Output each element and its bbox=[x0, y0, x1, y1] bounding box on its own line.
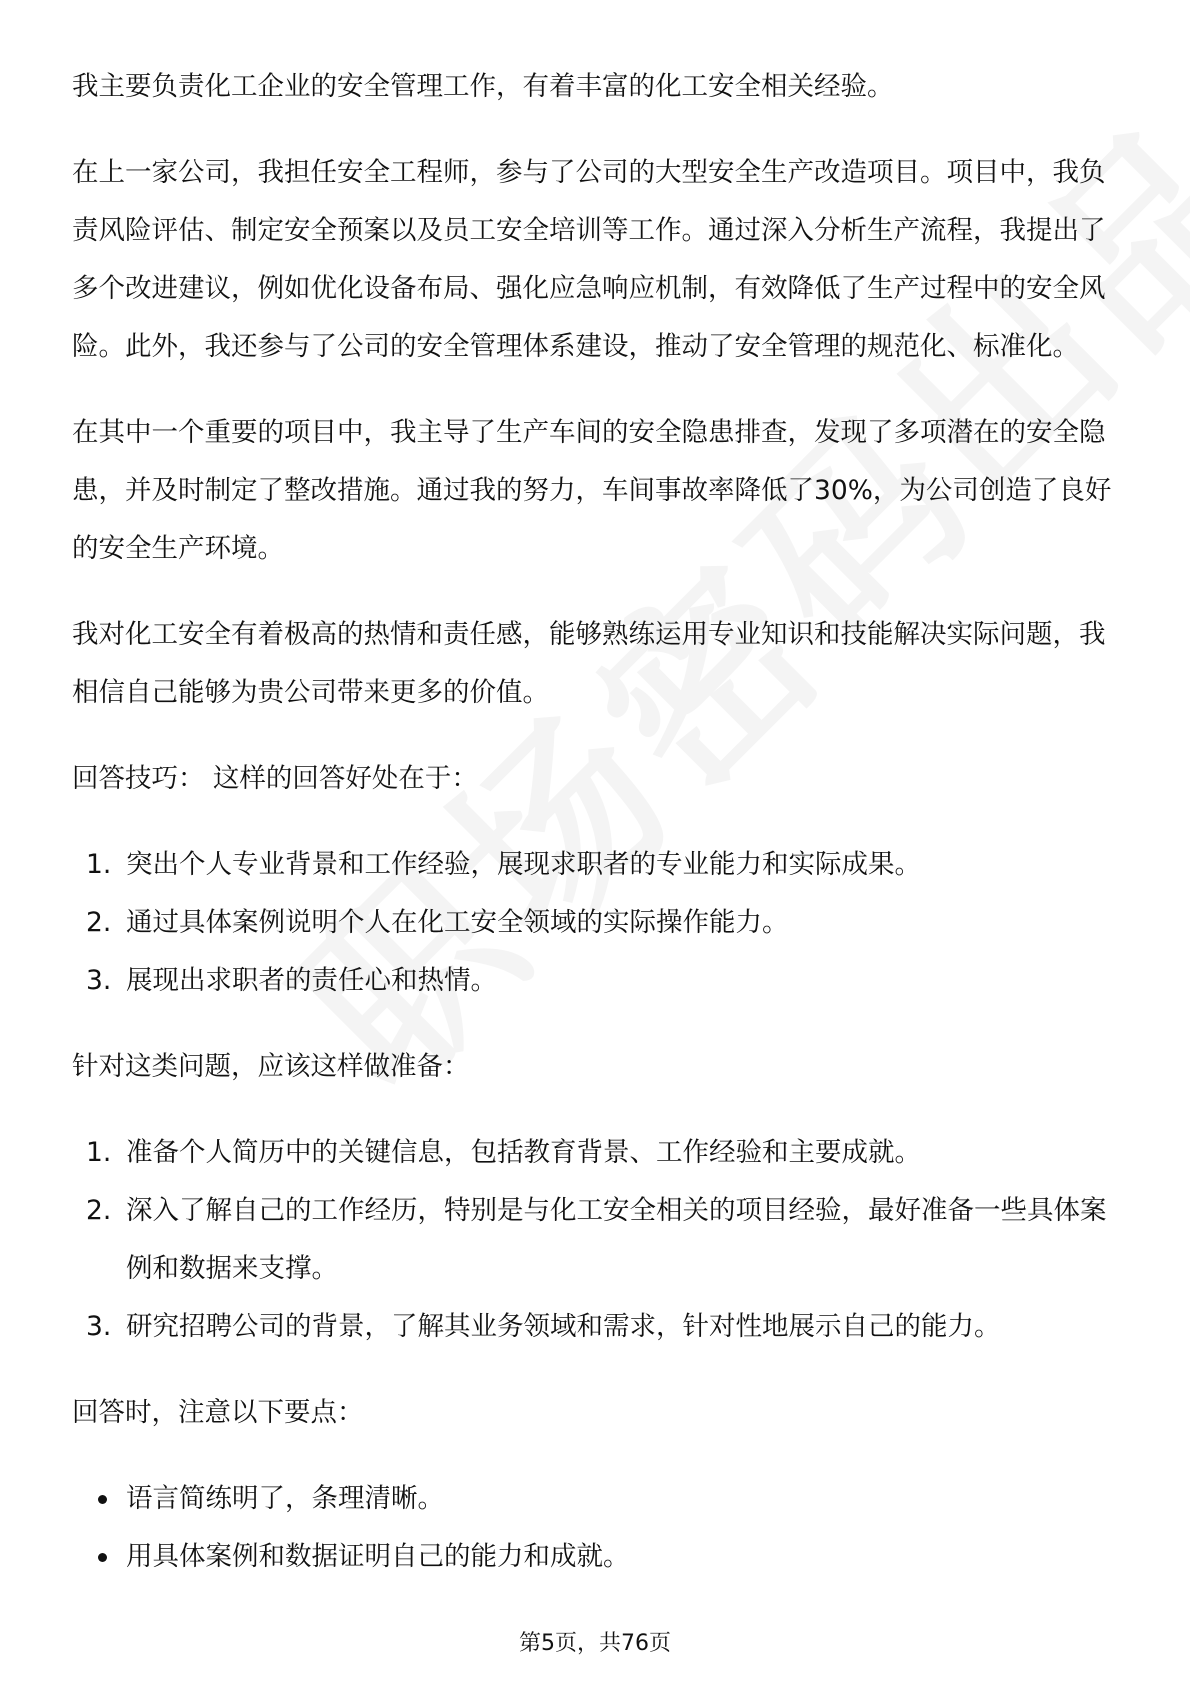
list-item bbox=[72, 1470, 1118, 1528]
paragraph-intro: 我主要负责化工企业的安全管理工作，有着丰富的化工安全相关经验。 bbox=[72, 71, 894, 102]
list-item bbox=[72, 836, 1118, 894]
notes-list bbox=[72, 1470, 1118, 1586]
list-item-text: 突出个人专业背景和工作经验，展现求职者的专业能力和实际成果。 bbox=[126, 849, 921, 880]
list-item bbox=[72, 1528, 1118, 1586]
notes-heading: 回答时，注意以下要点： bbox=[72, 1397, 364, 1428]
list-item bbox=[72, 952, 1118, 1010]
prepare-list bbox=[72, 1124, 1118, 1356]
list-item-text: 展现出求职者的责任心和热情。 bbox=[126, 965, 497, 996]
list-item-text: 深入了解自己的工作经历，特别是与化工安全相关的项目经验，最好准备一些具体案例和数据来支撑。 bbox=[126, 1195, 1107, 1284]
list-number: 3. bbox=[86, 965, 112, 996]
list-item-text: 通过具体案例说明个人在化工安全领域的实际操作能力。 bbox=[126, 907, 789, 938]
list-item-text: 用具体案例和数据证明自己的能力和成就。 bbox=[126, 1541, 630, 1572]
list-item-text: 研究招聘公司的背景，了解其业务领域和需求，针对性地展示自己的能力。 bbox=[126, 1311, 1001, 1342]
page-number: 第5页，共76页 bbox=[519, 1631, 671, 1656]
tips-list bbox=[72, 836, 1118, 1010]
bullet-icon bbox=[98, 1553, 107, 1562]
prepare-heading: 针对这类问题，应该这样做准备： bbox=[72, 1051, 470, 1082]
list-item-text: 语言简练明了，条理清晰。 bbox=[126, 1483, 444, 1514]
bullet-icon bbox=[98, 1495, 107, 1504]
list-item bbox=[72, 1298, 1118, 1356]
list-item bbox=[72, 894, 1118, 952]
list-number: 2. bbox=[86, 907, 112, 938]
list-number: 2. bbox=[86, 1195, 112, 1226]
list-item bbox=[72, 1124, 1118, 1182]
document-body bbox=[72, 58, 1118, 1614]
list-number: 1. bbox=[86, 1137, 112, 1168]
list-number: 3. bbox=[86, 1311, 112, 1342]
tips-heading: 回答技巧： 这样的回答好处在于： bbox=[72, 763, 478, 794]
list-number: 1. bbox=[86, 849, 112, 880]
list-item bbox=[72, 1182, 1118, 1298]
paragraph-key-project: 在其中一个重要的项目中，我主导了生产车间的安全隐患排查，发现了多项潜在的安全隐患，并及时制定了整改措施。通过我的努力，车间事故率降低了30%，为公司创造了良好的安全生产环境。 bbox=[72, 417, 1112, 564]
paragraph-previous-job: 在上一家公司，我担任安全工程师，参与了公司的大型安全生产改造项目。项目中，我负责风险评估、制定安全预案以及员工安全培训等工作。通过深入分析生产流程，我提出了多个改进建议，例如优化设备布局、强化应急响应机制，有效降低了生产过程中的安全风险。此外，我还参与了公司的安全管理体系建设，推动了安全管理的规范化、标准化。 bbox=[72, 157, 1106, 362]
list-item-text: 准备个人简历中的关键信息，包括教育背景、工作经验和主要成就。 bbox=[126, 1137, 921, 1168]
paragraph-passion: 我对化工安全有着极高的热情和责任感，能够熟练运用专业知识和技能解决实际问题，我相信自己能够为贵公司带来更多的价值。 bbox=[72, 619, 1106, 708]
